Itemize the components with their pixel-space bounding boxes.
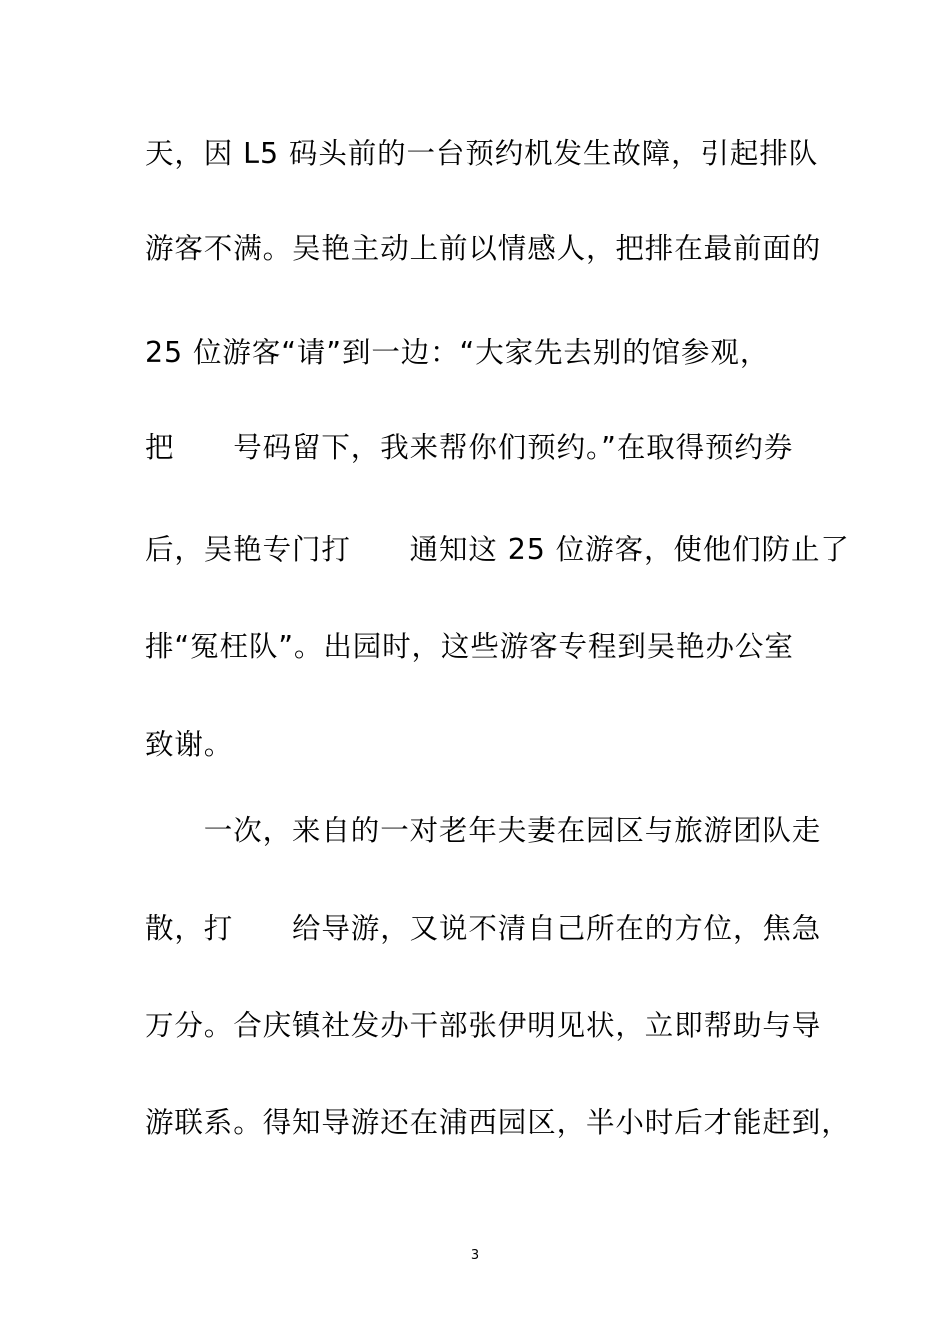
text-line: 排“冤枉队”。出园时，这些游客专程到吴艳办公室	[145, 630, 794, 663]
text-line: 后，吴艳专门打 通知这 25 位游客，使他们防止了	[145, 533, 850, 566]
page-number: 3	[470, 1248, 480, 1263]
text-line: 致谢。	[145, 728, 234, 761]
text-line: 25 位游客“请”到一边：“大家先去别的馆参观，	[145, 336, 770, 369]
text-line: 散，打 给导游，又说不清自己所在的方位，焦急	[145, 912, 822, 945]
text-line: 一次，来自的一对老年夫妻在园区与旅游团队走	[145, 814, 822, 847]
text-line: 游联系。得知导游还在浦西园区，半小时后才能赶到，	[145, 1106, 851, 1139]
text-line: 天，因 L5 码头前的一台预约机发生故障，引起排队	[145, 137, 819, 170]
text-line: 游客不满。吴艳主动上前以情感人，把排在最前面的	[145, 232, 822, 265]
text-line: 把 号码留下，我来帮你们预约。”在取得预约券	[145, 431, 794, 464]
text-line: 万分。合庆镇社发办干部张伊明见状，立即帮助与导	[145, 1009, 822, 1042]
